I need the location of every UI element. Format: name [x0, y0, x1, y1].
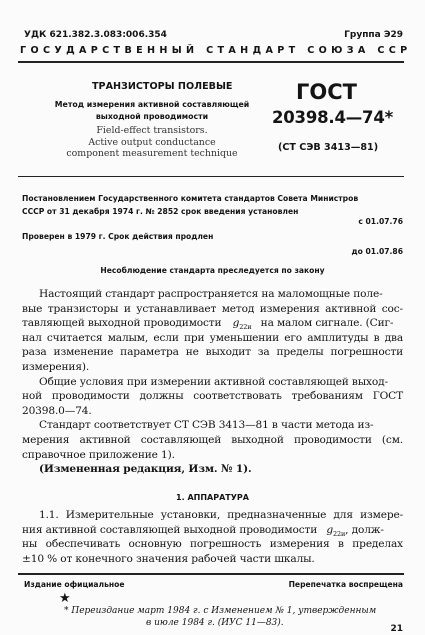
official-edition-label: Издание официальное: [24, 580, 125, 589]
document-subtitle: Метод измерения активной составляющей выходной проводимости: [54, 100, 250, 121]
page-number: 21: [390, 624, 403, 634]
star-icon: ★: [59, 591, 71, 606]
legal-notice: Несоблюдение стандарта преследуется по закону: [100, 266, 325, 275]
para2-line: 20398.0—74.: [22, 404, 92, 417]
valid-until-date: до 01.07.86: [351, 247, 403, 256]
gost-label: ГОСТ: [296, 80, 357, 104]
reissue-note: * Переиздание март 1984 г. с Изменением № 1, утвержденным в июле 1984 г. (ИУС 11—83).: [64, 606, 377, 628]
footer-rule: [18, 573, 404, 575]
reprint-prohibited-label: Перепечатка воспрещена: [288, 580, 403, 589]
document-title: ТРАНЗИСТОРЫ ПОЛЕВЫЕ: [92, 81, 233, 92]
para1-line: Настоящий стандарт распространяется на маломощные поле-: [39, 288, 383, 300]
revision-note: (Измененная редакция, Изм. № 1).: [39, 463, 252, 476]
para1-line: раза изменение параметра не выходит за пределы погрешности: [22, 346, 403, 359]
para1-line: нал считается малым, если при уменьшении его амплитуды в два: [22, 331, 403, 344]
gost-number: 20398.4—74*: [272, 108, 394, 127]
udk-code: УДК 621.382.3.083:006.354: [24, 30, 167, 40]
para1-line: измерения).: [22, 360, 90, 373]
para2-line: ной проводимости должны соответствовать требованиям ГОСТ: [22, 390, 403, 403]
conductance-symbol: g: [326, 523, 333, 536]
para3-line: справочное приложение 1).: [22, 448, 175, 461]
standard-banner: ГОСУДАРСТВЕННЫЙ СТАНДАРТ СОЮЗА ССР: [20, 45, 412, 56]
review-note: Проверен в 1979 г. Срок действия продлен: [22, 232, 214, 241]
para1-line: вые транзисторы и устанавливает метод измерения активной сос-: [22, 302, 403, 315]
para3-line: мерения активной составляющей выходной проводимости (см.: [22, 433, 403, 446]
para2-line: Общие условия при измерении активной составляющей выход-: [39, 375, 388, 388]
title-rule: [18, 176, 404, 177]
para3-line: Стандарт соответствует СТ СЭВ 3413—81 в части метода из-: [39, 419, 374, 432]
header-rule: [18, 61, 404, 63]
group-code: Группа Э29: [344, 30, 403, 40]
conductance-symbol: g: [232, 317, 240, 330]
body-paragraphs: [22, 287, 403, 477]
section-heading: 1. АППАРАТУРА: [176, 493, 249, 502]
decree-text: Постановлением Государственного комитета стандартов Совета Министров СССР от 31 декабря 1974 г. № 2852 срок введения установлен: [22, 194, 359, 216]
effective-from-date: с 01.07.76: [358, 217, 403, 226]
para1-line-with-symbol: тавляющей выходной проводимости $g_{22и}$ на малом сигнале. (Сиг-: [22, 317, 394, 332]
english-title: Field-effect transistors. Active output conductance component measurement technique: [66, 125, 238, 159]
st-sev-reference: (СТ СЭВ 3413—81): [278, 142, 379, 153]
section1-text: 1.1. Измерительные установки, предназначенные для измере- ния активной составляющей выходной проводимости $g_{22и}$, долж- ны обеспечивать основную погрешность измерения в пределах ±10 % от конечного значения рабочей части шкалы.: [22, 509, 403, 565]
